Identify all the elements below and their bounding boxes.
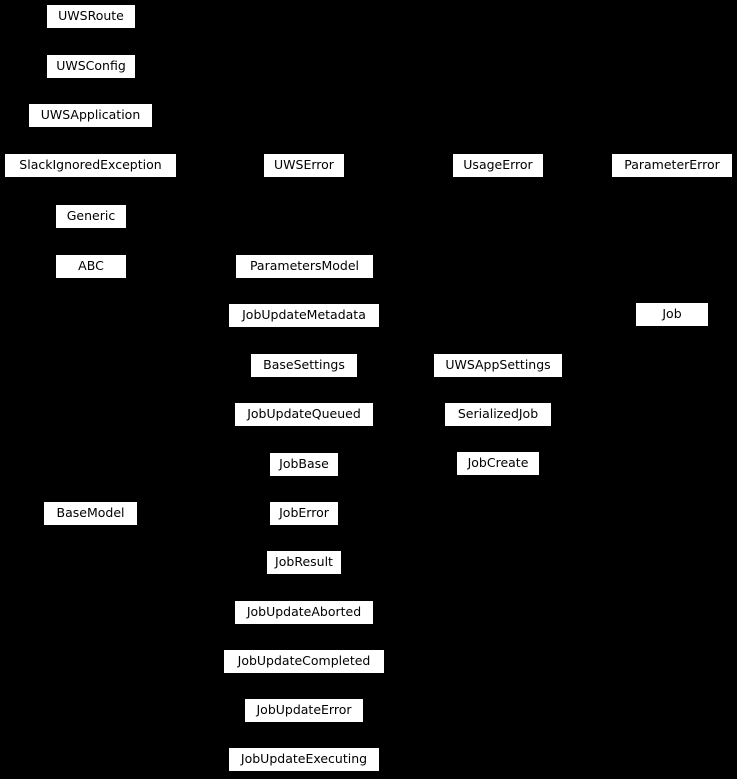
class-node[interactable]: JobUpdateError <box>244 698 364 723</box>
class-node[interactable]: JobUpdateMetadata <box>228 303 380 328</box>
class-node[interactable]: Job <box>635 302 709 327</box>
class-node[interactable]: UWSApplication <box>28 103 153 128</box>
class-node[interactable]: JobCreate <box>456 451 540 476</box>
class-node[interactable]: SerializedJob <box>444 402 552 427</box>
class-node[interactable]: UWSAppSettings <box>433 353 563 378</box>
class-node[interactable]: JobResult <box>266 550 342 575</box>
class-node[interactable]: ABC <box>55 254 127 279</box>
class-node[interactable]: JobError <box>269 501 339 526</box>
class-node[interactable]: BaseModel <box>43 501 138 526</box>
class-node[interactable]: JobUpdateQueued <box>234 402 374 427</box>
class-node[interactable]: UWSConfig <box>46 54 136 79</box>
class-node[interactable]: UWSRoute <box>46 4 136 29</box>
class-node[interactable]: BaseSettings <box>250 353 358 378</box>
class-node[interactable]: UsageError <box>452 153 544 178</box>
class-node[interactable]: ParameterError <box>611 153 733 178</box>
class-node[interactable]: SlackIgnoredException <box>4 153 177 178</box>
class-node[interactable]: JobBase <box>269 452 339 477</box>
class-node[interactable]: JobUpdateExecuting <box>228 747 380 772</box>
class-node[interactable]: ParametersModel <box>235 254 374 279</box>
class-node[interactable]: Generic <box>55 204 127 229</box>
class-node[interactable]: UWSError <box>263 153 345 178</box>
class-node[interactable]: JobUpdateAborted <box>234 600 374 625</box>
class-node[interactable]: JobUpdateCompleted <box>223 649 385 674</box>
